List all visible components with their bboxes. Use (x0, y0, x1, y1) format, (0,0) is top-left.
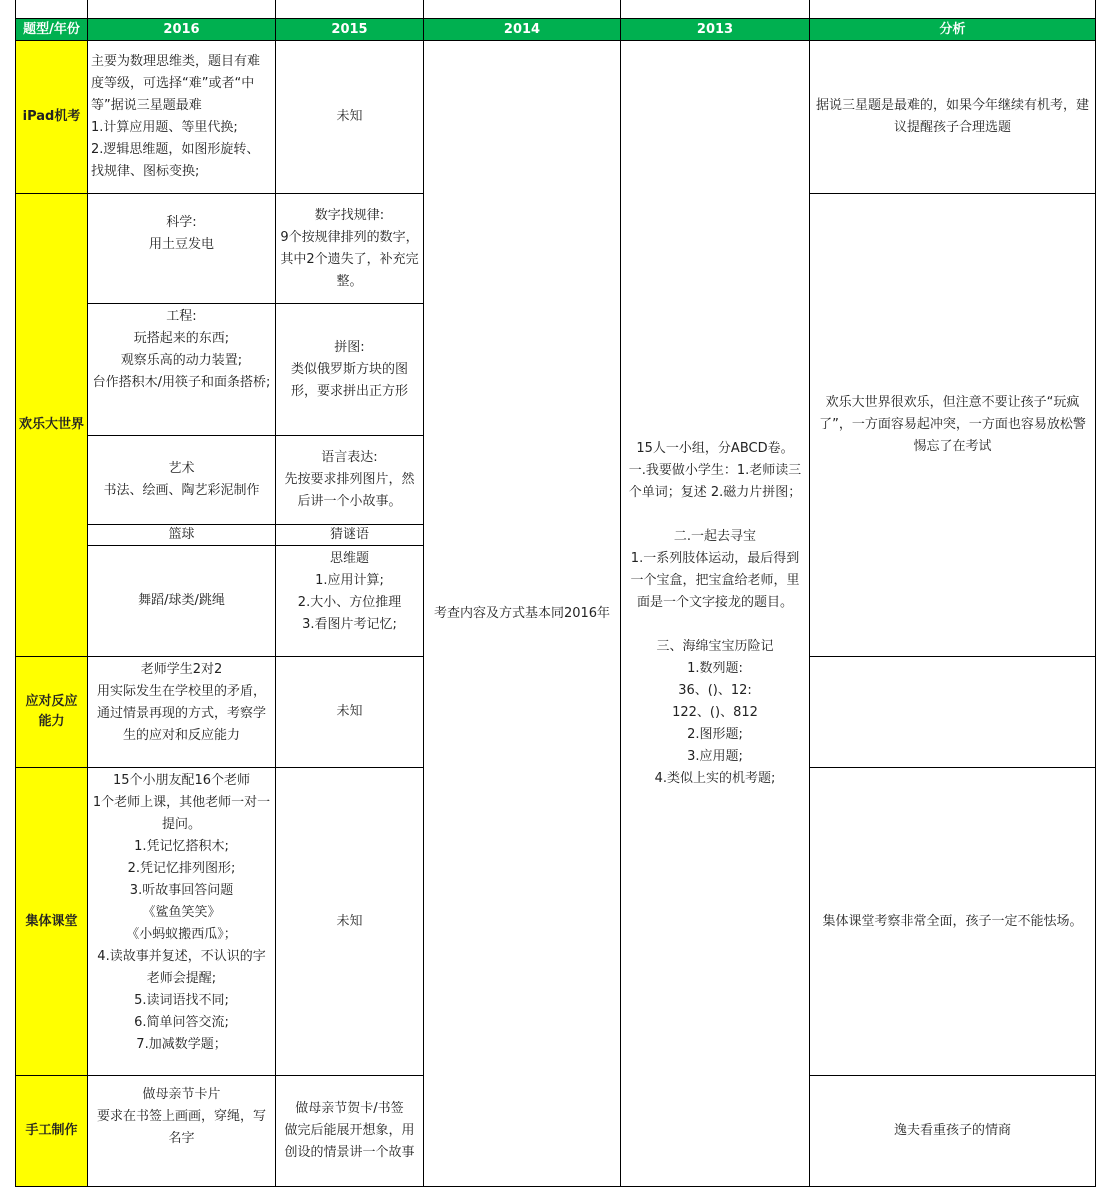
cell-2015-number-pattern: 数字找规律: 9个按规律排列的数字，其中2个遗失了，补充完整。 (276, 194, 424, 304)
cell-2016-handcraft: 做母亲节卡片 要求在书签上画画，穿绳，写名字 (88, 1076, 276, 1187)
cell-2013-summary: 15人一小组，分ABCD卷。 一.我要做小学生：1.老师读三个单词；复述 2.磁力片拼图； 二.一起去寻宝 1.一系列肢体运动，最后得到一个宝盒，把宝盒给老师，里面是一个文字接龙的题目。 三、海绵宝宝历险记 1.数列题: 36、()、12: 122、()、812 2.图形题; 3.应用题; 4.类似上实的机考题; (621, 41, 810, 1187)
cell-2015-puzzle: 拼图: 类似俄罗斯方块的图形，要求拼出正方形 (276, 304, 424, 436)
cell-analysis-ipad: 据说三星题是最难的，如果今年继续有机考，建议提醒孩子合理选题 (810, 41, 1096, 194)
cell-2016-basketball: 篮球 (88, 525, 276, 546)
cell-2015-group-class: 未知 (276, 768, 424, 1076)
header-type-year: 题型/年份 (16, 19, 88, 41)
header-2013: 2013 (621, 19, 810, 41)
cell-2016-engineering: 工程: 玩搭起来的东西; 观察乐高的动力装置; 台作搭积木/用筷子和面条搭桥; (88, 304, 276, 436)
category-handcraft: 手工制作 (16, 1076, 88, 1187)
cell-2015-thinking: 思维题 1.应用计算; 2.大小、方位推理 3.看图片考记忆; (276, 546, 424, 657)
category-fun-world: 欢乐大世界 (16, 194, 88, 657)
cell-2015-ipad: 未知 (276, 41, 424, 194)
cell-2016-ipad: 主要为数理思维类，题目有难度等级，可选择“难”或者“中等”据说三星题最难 1.计算应用题、等里代换; 2.逻辑思维题，如图形旋转、找规律、图标变换; (88, 41, 276, 194)
cell-2014-summary: 考查内容及方式基本同2016年 (424, 41, 621, 1187)
category-reaction: 应对反应 能力 (16, 657, 88, 768)
cell-2016-reaction: 老师学生2对2 用实际发生在学校里的矛盾，通过情景再现的方式，考察学生的应对和反应能力 (88, 657, 276, 768)
header-2015: 2015 (276, 19, 424, 41)
cell-analysis-group-class: 集体课堂考察非常全面，孩子一定不能怯场。 (810, 768, 1096, 1076)
exam-comparison-table (15, 18, 1096, 1187)
cell-analysis-fun-world: 欢乐大世界很欢乐，但注意不要让孩子“玩疯了”，一方面容易起冲突，一方面也容易放松警惕忘了在考试 (810, 194, 1096, 657)
header-2014: 2014 (424, 19, 621, 41)
category-ipad: iPad机考 (16, 41, 88, 194)
cell-analysis-reaction (810, 657, 1096, 768)
cell-2015-riddle: 猜谜语 (276, 525, 424, 546)
cell-2015-handcraft: 做母亲节贺卡/书签 做完后能展开想象，用创设的情景讲一个故事 (276, 1076, 424, 1187)
cell-2016-group-class: 15个小朋友配16个老师 1个老师上课，其他老师一对一提问。 1.凭记忆搭积木; 2.凭记忆排列图形; 3.听故事回答问题 《鲨鱼笑笑》 《小蚂蚁搬西瓜》； 4.读故事并复述，不认识的字老师会提醒; 5.读词语找不同; 6.简单问答交流; 7.加减数学题； (88, 768, 276, 1076)
category-group-class: 集体课堂 (16, 768, 88, 1076)
cell-2016-science: 科学: 用土豆发电 (88, 194, 276, 304)
cell-2015-reaction: 未知 (276, 657, 424, 768)
cell-2015-language: 语言表达: 先按要求排列图片，然后讲一个小故事。 (276, 436, 424, 525)
cell-2016-dance: 舞蹈/球类/跳绳 (88, 546, 276, 657)
previous-rows-strip (15, 0, 1095, 19)
header-analysis: 分析 (810, 19, 1096, 41)
cell-analysis-handcraft: 逸夫看重孩子的情商 (810, 1076, 1096, 1187)
header-2016: 2016 (88, 19, 276, 41)
cell-2016-art: 艺术 书法、绘画、陶艺彩泥制作 (88, 436, 276, 525)
